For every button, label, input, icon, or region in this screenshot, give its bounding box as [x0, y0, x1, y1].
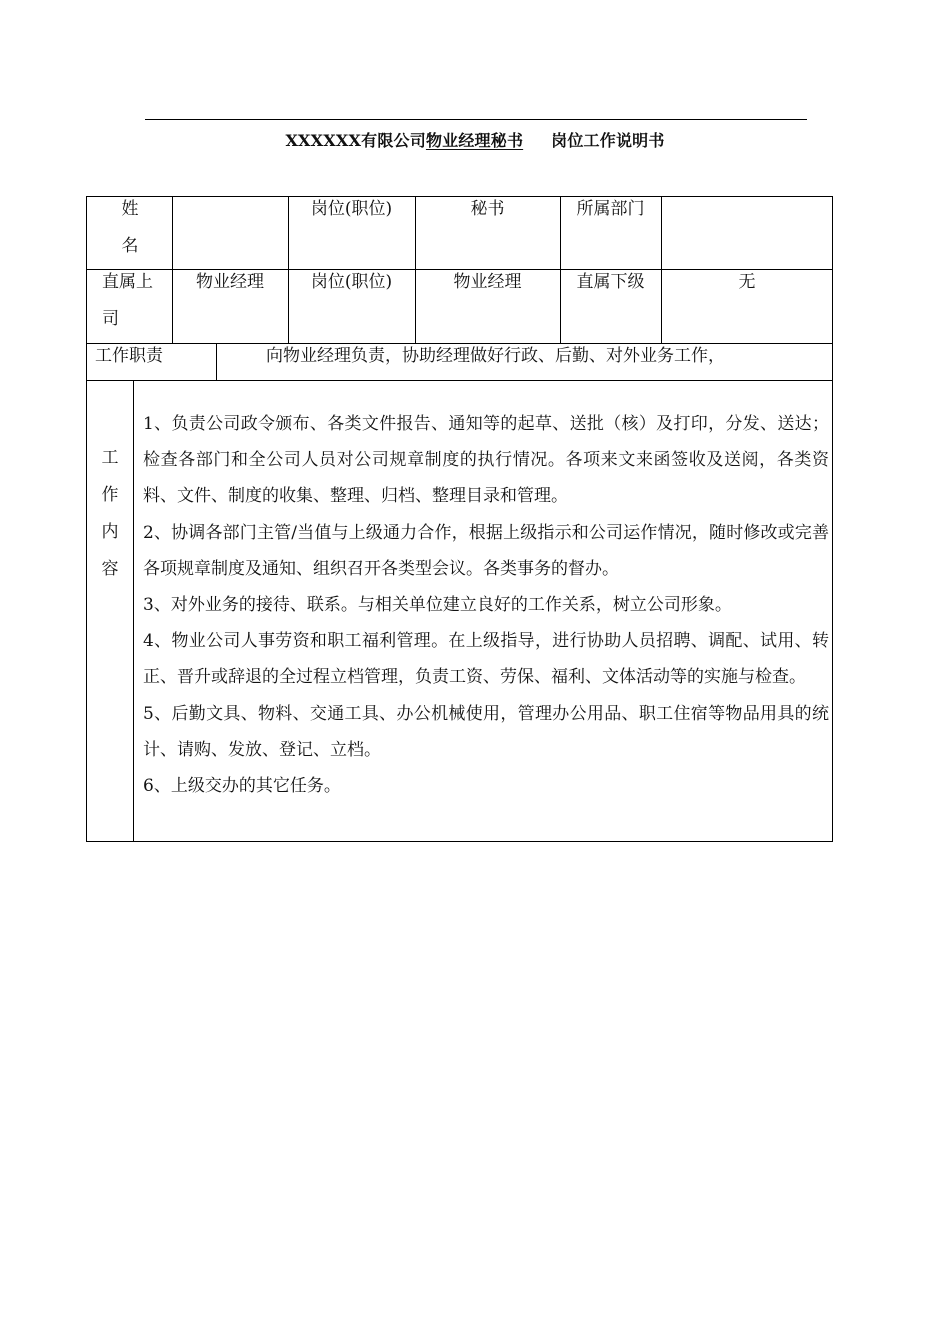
superior-post-value: 物业经理 [453, 272, 522, 292]
work-item: 3、对外业务的接待、联系。与相关单位建立良好的工作关系，树立公司形象。 [143, 595, 732, 616]
post-label: 岗位(职位) [310, 199, 393, 219]
superior-value: 物业经理 [196, 272, 264, 292]
work-item: 1、负责公司政令颁布、各类文件报告、通知等的起草、送批（核）及打印，分发、送达；检查各部门和全公司人员对公司规章制度的执行情况。各项来文来函签收及送阅，各类资料、文件、制度的收集、整理、归档、整理目录和管理。 [143, 414, 829, 507]
work-item: 6、上级交办的其它任务。 [143, 776, 341, 797]
work-content-list [143, 406, 829, 804]
duties-label: 工作职责 [95, 346, 163, 366]
work-item: 5、后勤文具、物料、交通工具、办公机械使用，管理办公用品、职工住宿等物品用具的统计、请购、发放、登记、立档。 [143, 703, 829, 760]
title-suffix: 岗位工作说明书 [551, 131, 665, 150]
row-divider [86, 380, 833, 381]
duties-value: 向物业经理负责，协助经理做好行政、后勤、对外业务工作， [266, 346, 725, 366]
work-item: 2、协调各部门主管/当值与上级通力合作，根据上级指示和公司运作情况，随时修改或完善各项规章制度及通知、组织召开各类型会议。各类事务的督办。 [143, 522, 829, 579]
work-content-label: 工作内容 [101, 448, 119, 579]
superior-post-label: 岗位(职位) [310, 272, 393, 292]
work-item: 4、物业公司人事劳资和职工福利管理。在上级指导，进行协助人员招聘、调配、试用、转正、晋升或辞退的全过程立档管理，负责工资、劳保、福利、文体活动等的实施与检查。 [143, 631, 829, 688]
title-position: 物业经理秘书 [425, 131, 524, 150]
header-rule [145, 119, 807, 120]
post-value: 秘书 [470, 199, 505, 219]
dept-label: 所属部门 [576, 199, 645, 219]
subordinate-label: 直属下级 [576, 272, 645, 292]
superior-label: 直属上司 [102, 272, 153, 329]
title-company: XXXXXX有限公司 [285, 131, 426, 150]
name-label: 姓名 [121, 199, 139, 256]
subordinate-value: 无 [738, 272, 756, 292]
page-title [0, 128, 950, 151]
